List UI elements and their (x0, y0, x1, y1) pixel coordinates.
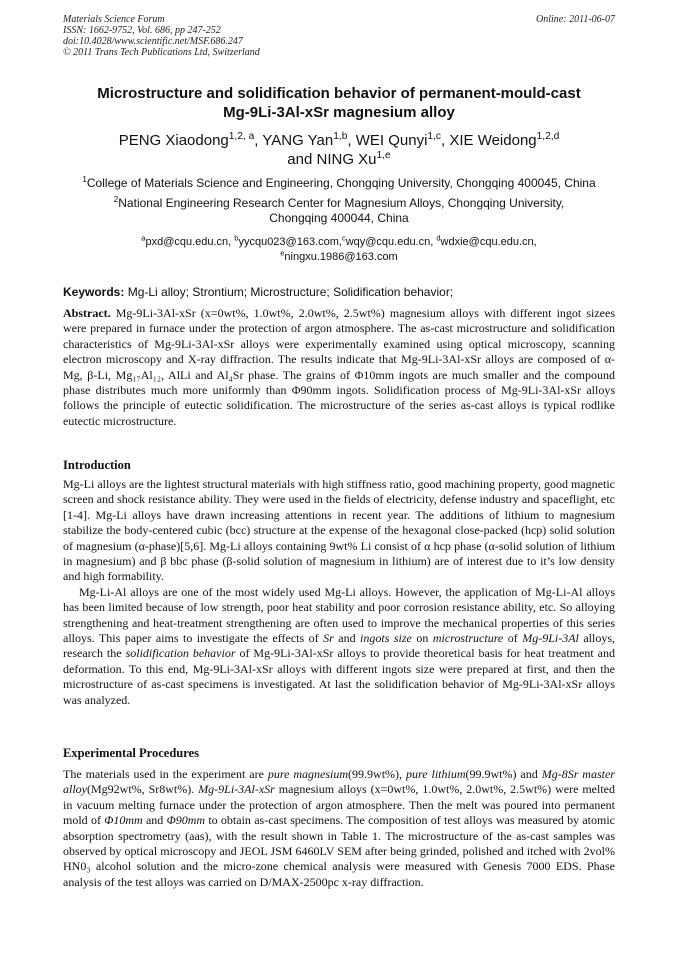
journal-header (63, 14, 260, 58)
title-line-2: Mg-9Li-3Al-xSr magnesium alloy (223, 104, 455, 121)
affiliation-2 (40, 196, 638, 226)
abstract-text: Mg-9Li-3Al-xSr (x=0wt%, 1.0wt%, 2.0wt%, 2.5wt%) magnesium alloys with different ingot sizees were prepared in furnace under the protection of argon atmosphere. The as-cast microstructure and solidification characteristics of Mg-9Li-3Al-xSr alloys were experimentally examined using optical microscopy, scanning electron microscopy and X-ray diffraction. The results indicate that Mg-9Li-3Al-xSr alloys are composed of α-Mg, β-Li, Mg₁₇Al₁₂, AlLi and Al₄Sr phase. The grains of Φ10mm ingots are much smaller and the compound phase distributes much more uniformly than Φ90mm ingots. Solidification process of Mg-9Li-3Al-xSr alloys follows the principle of eutectic solidification. The microstructure of the series as-cast alloys is typical rodlike eutectic microstructure. (63, 306, 615, 428)
affiliation-text: National Engineering Research Center for Magnesium Alloys, Chongqing University, (118, 196, 565, 210)
paper-title (40, 84, 638, 122)
paragraph: Mg-Li-Al alloys are one of the most widely used Mg-Li alloys. However, the application of Mg-Li-Al alloys has been limited because of low strength, poor heat stability and poor corrosion resistance ability, etc. So alloying strengthening and heat-treatment strengthening are often used to improve the mechanical properties of this series alloys. This paper aims to investigate the effects of Sr and ingots size on microstructure of Mg-9Li-3Al alloys, research the solidification behavior of Mg-9Li-3Al-xSr alloys to provide theoretical basis for heat treatment and deformation. To this end, Mg-9Li-3Al-xSr alloys with different ingots size were prepared at first, and then the microstructure of as-cast specimens is investigated. At last the solidification behavior of Mg-9Li-3Al-xSr alloys was analyzed. (63, 584, 616, 707)
email-link[interactable]: wdxie@cqu.edu.cn, (440, 236, 537, 248)
author-list: PENG Xiaodong$^{1,2, a}$, YANG Yan$^{1,b}$, WEI Qunyi$^{1,c}$, XIE Weidong$^{1,2,d}$ and NING Xu$^{1,e}$ (118, 131, 560, 168)
doi-line: doi:10.4028/www.scientific.net/MSF.686.247 (63, 36, 243, 47)
author-affiliation-mark: 1,c (427, 131, 442, 142)
author-name: YANG Yan (262, 132, 334, 149)
author-name: XIE Weidong (449, 132, 537, 149)
author-affiliation-mark: 1,2,d (536, 131, 560, 142)
introduction-body (63, 477, 615, 708)
issn-line: ISSN: 1662-9752, Vol. 686, pp 247-252 (63, 25, 221, 36)
online-date: Online: 2011-06-07 (536, 14, 615, 25)
author-affiliation-mark: 1,2, a (228, 131, 255, 142)
keywords-label: Keywords: (63, 285, 125, 299)
abstract (63, 306, 615, 429)
paragraph: The materials used in the experiment are pure magnesium(99.9wt%), pure lithium(99.9wt%) and Mg-8Sr master alloy(Mg92wt%, Sr8wt%). Mg-9Li-3Al-xSr magnesium alloys (x=0wt%, 1.0wt%, 2.0wt%, 2.5wt%) were melted in vacuum melting furnace under the protection of argon atmosphere. Then the melt was poured into permanent mold of Φ10mm and Φ90mm to obtain as-cast specimens. The composition of test alloys was measured by atomic absorption spectrometry (aas), with the result shown in Table 1. The microstructure of the as-cast samples was observed by optical microscopy and JEOL JSM 6460LV SEM after being grinded, polished and itched with 2vol% HN0₃ alcohol solution and the micro-zone chemical analysis were measured with Genesis 7000 EDS. Phase analysis of the test alloys was carried on D/MAX-2500pc x-ray diffraction. (63, 767, 615, 889)
affiliation-1 (40, 176, 638, 191)
keywords-text: Mg-Li alloy; Strontium; Microstructure; Solidification behavior; (124, 285, 454, 299)
paragraph: Mg-Li alloys are the lightest structural materials with high stiffness ratio, good machining property, good magnetic screen and shock resistance ability. They were used in the fields of electricity, defense industry and spaceflight, etc [1-4]. Mg-Li alloys have drawn increasing attentions in recent year. The additions of lithium to magnesium stabilize the body-centered cubic (bcc) structure at the expense of the hexagonal close-packed (hcp) solid solution of magnesium (α-phase)[5,6]. Mg-Li alloys containing 9wt% Li consist of α hcp phase (α-solid solution of lithium in magnesium) and β bbc phase (β-solid solution of magnesium in lithium) are of interest due to it’s low density and high formability. (63, 477, 615, 584)
keywords (63, 285, 615, 300)
author-name: PENG Xiaodong (118, 132, 229, 149)
affiliation-mark: 1 (82, 175, 87, 184)
author-name: and NING Xu (287, 151, 377, 168)
abstract-label: Abstract. (63, 306, 111, 320)
email-link[interactable]: yycqu023@163.com, (238, 236, 342, 248)
email-link[interactable]: wqy@cqu.edu.cn, (345, 236, 434, 248)
author-affiliation-mark: 1,e (376, 150, 391, 161)
experimental-body (63, 767, 615, 890)
journal-name: Materials Science Forum (63, 14, 165, 25)
email-link[interactable]: ningxu.1986@163.com (284, 251, 398, 263)
title-line-1: Microstructure and solidification behavior of permanent-mould-cast (97, 85, 581, 102)
author-affiliation-mark: 1,b (333, 131, 348, 142)
email-link[interactable]: pxd@cqu.edu.cn, (145, 236, 232, 248)
author-name: WEI Qunyi (355, 132, 428, 149)
affiliation-text: Chongqing 400044, China (269, 211, 409, 225)
section-heading-experimental: Experimental Procedures (63, 746, 199, 760)
affiliation-text: College of Materials Science and Engineering, Chongqing University, Chongqing 400045, China (86, 176, 596, 190)
affiliation-mark: 2 (113, 195, 119, 204)
email-list: $^a$pxd@cqu.edu.cn, $^b$yycqu023@163.com,$^c$wqy@cqu.edu.cn, $^d$wdxie@cqu.edu.cn, $^e$ningxu.1986@163.com (141, 233, 537, 263)
section-heading-introduction: Introduction (63, 458, 131, 472)
copyright-line: © 2011 Trans Tech Publications Ltd, Switzerland (63, 47, 260, 58)
